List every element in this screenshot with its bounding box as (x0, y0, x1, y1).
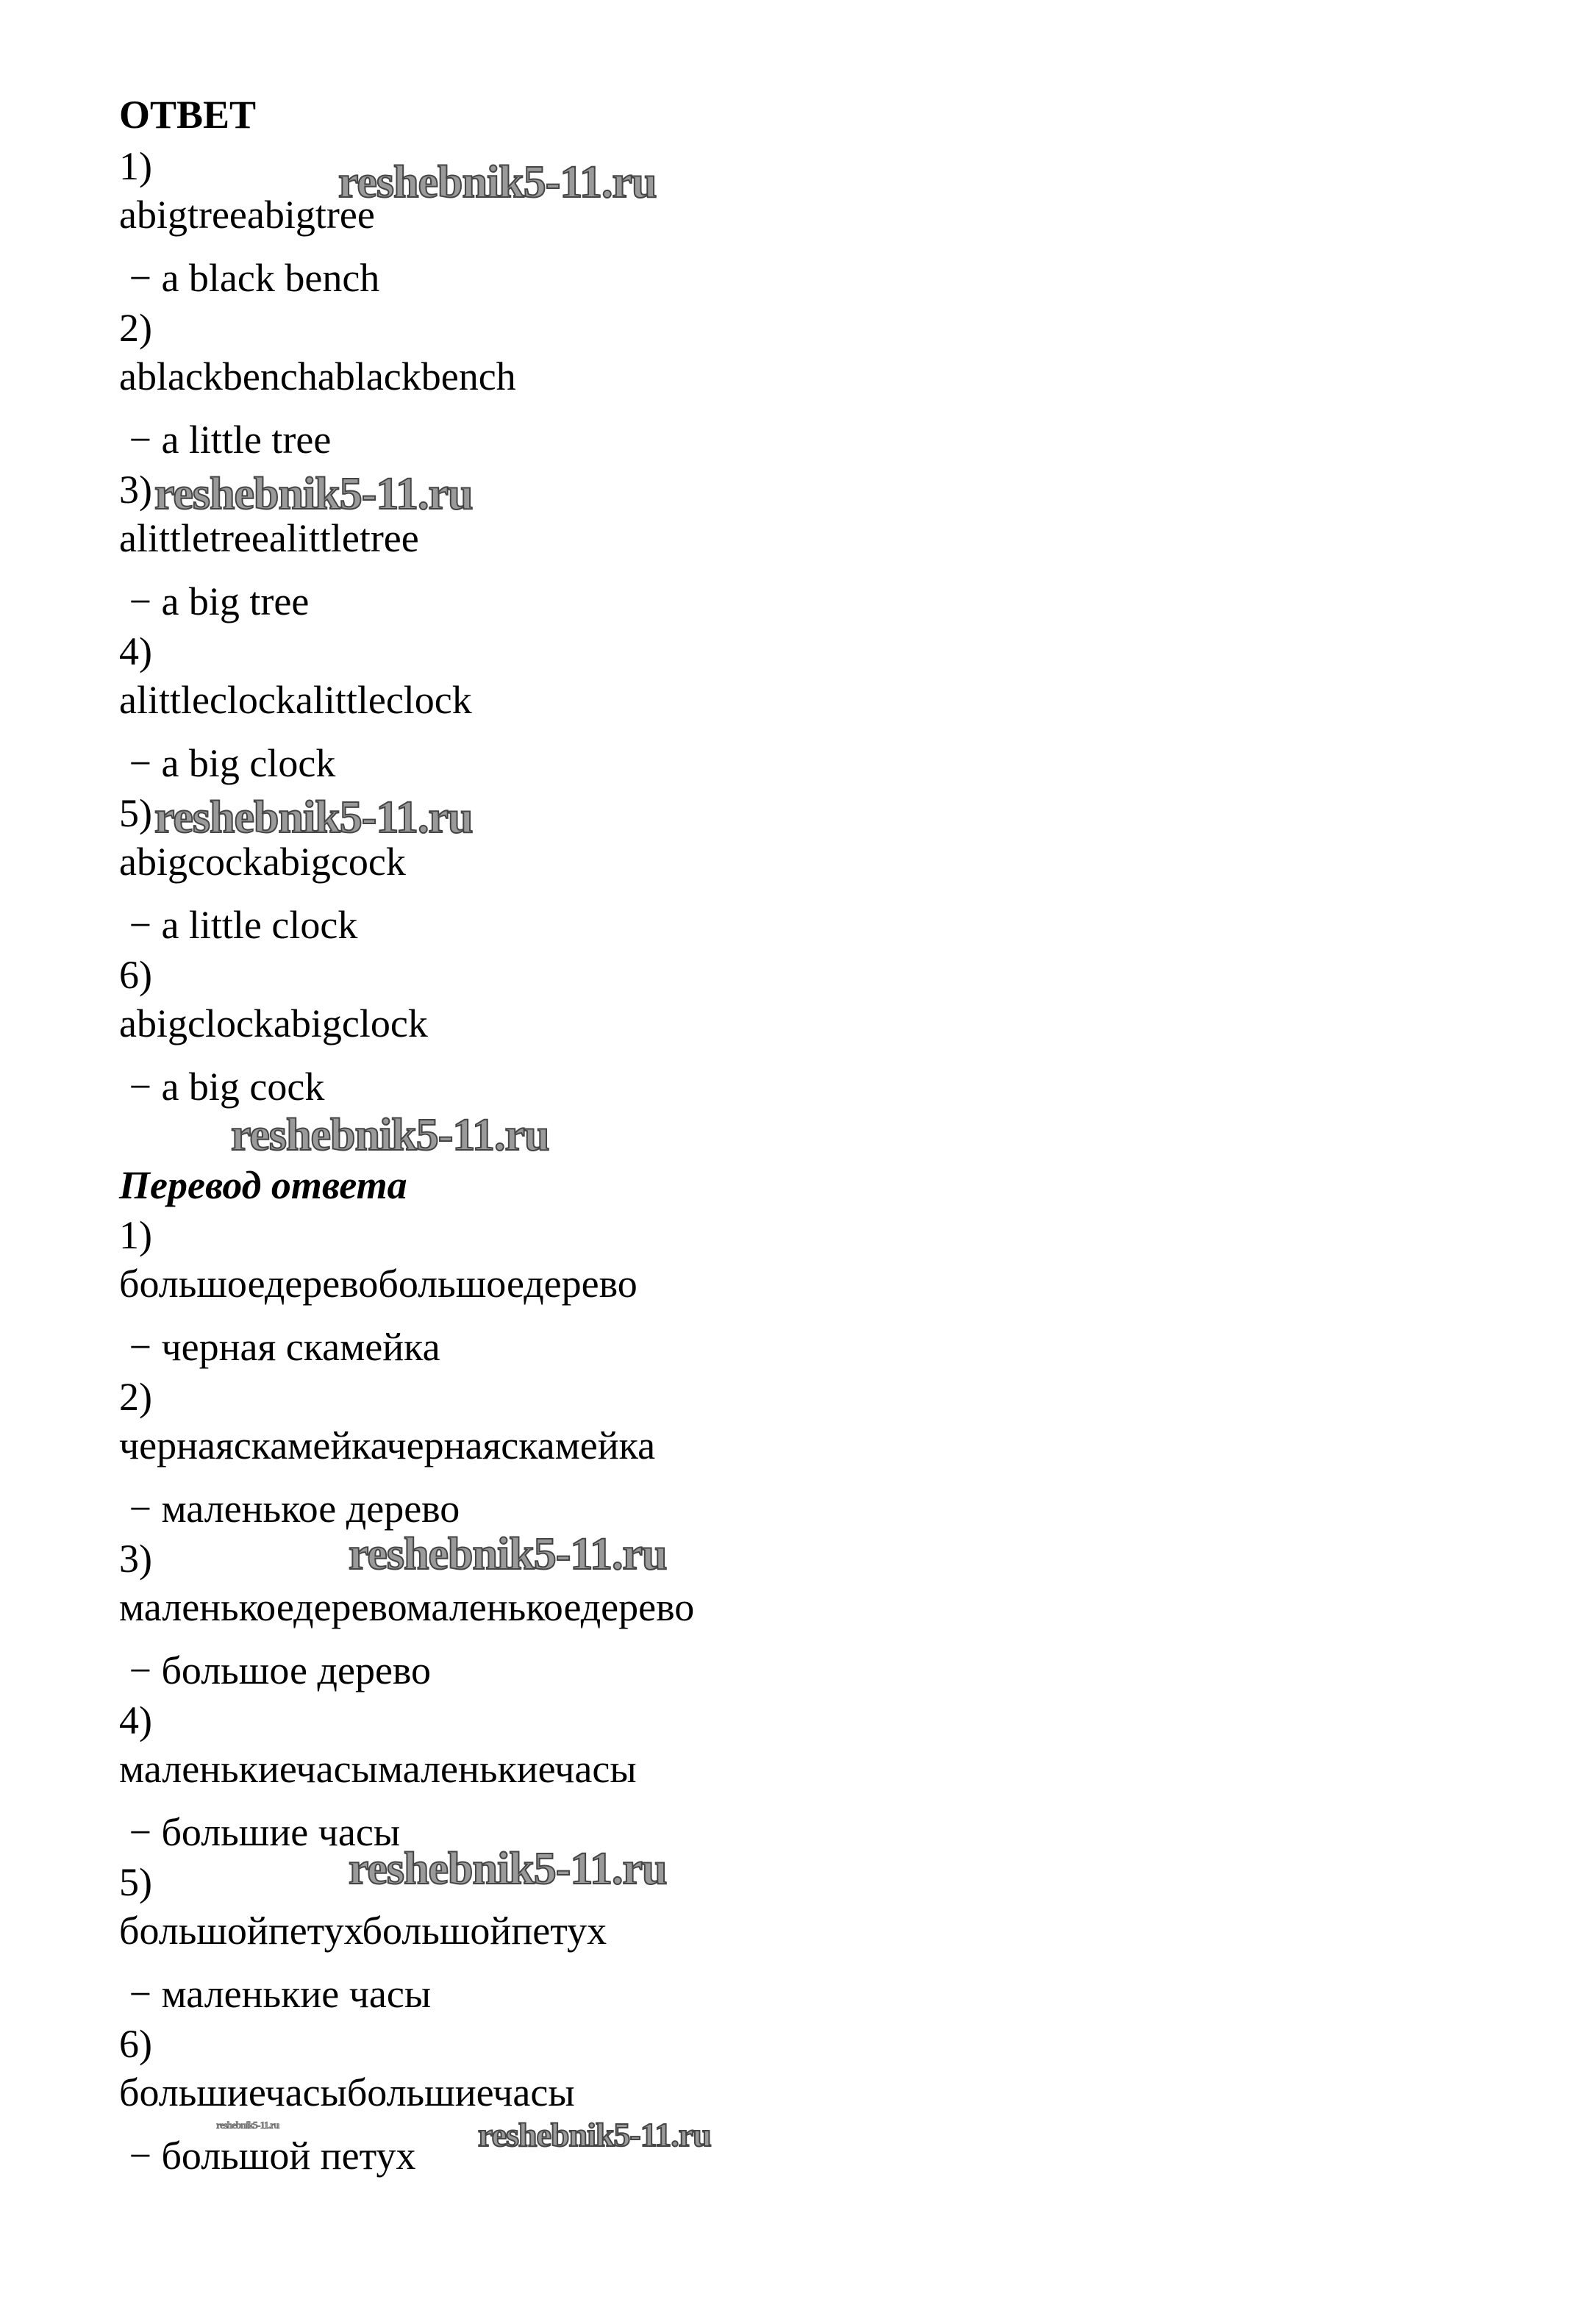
item-translation: − маленькие часы (119, 1972, 432, 2016)
item-translation: − большое дерево (119, 1648, 432, 1692)
item-translation: − маленькое дерево (119, 1487, 460, 1531)
item-word: abigclockabigclock (119, 1001, 428, 1045)
item-number: 5) (119, 1860, 152, 1904)
item-number: 3) (119, 468, 152, 512)
item-translation: − большие часы (119, 1810, 401, 1854)
watermark: reshebnik5-11.ru (349, 1844, 667, 1894)
item-number: 4) (119, 1698, 152, 1742)
watermark: reshebnik5-11.ru (231, 1110, 549, 1160)
item-translation: − a black bench (119, 256, 380, 300)
translation-heading: Перевод ответа (119, 1163, 407, 1207)
item-word: маленькиечасымаленькиечасы (119, 1747, 637, 1791)
watermark: reshebnik5-11.ru (154, 793, 473, 843)
item-number: 1) (119, 144, 152, 188)
item-translation: − a big clock (119, 741, 336, 785)
watermark: reshebnik5-11.ru (338, 157, 657, 207)
item-word: alittletreealittletree (119, 516, 419, 560)
item-word: abigtreeabigtree (119, 193, 375, 237)
answer-heading: ОТВЕТ (119, 93, 257, 137)
item-translation: − a little clock (119, 903, 358, 947)
item-translation: − черная скамейка (119, 1325, 440, 1369)
item-word: ablackbenchablackbench (119, 354, 516, 398)
item-word: большиечасыбольшиечасы (119, 2070, 575, 2114)
item-number: 3) (119, 1537, 152, 1581)
item-word: чернаяскамейкачернаяскамейка (119, 1423, 656, 1467)
watermark: reshebnik5-11.ru (349, 1529, 667, 1579)
item-word: маленькоедеревомаленькоедерево (119, 1585, 695, 1629)
item-word: alittleclockalittleclock (119, 678, 472, 722)
item-word: большоедеревобольшоедерево (119, 1262, 638, 1306)
item-word: abigcockabigcock (119, 840, 406, 884)
item-word: большойпетухбольшойпетух (119, 1909, 607, 1953)
item-number: 6) (119, 953, 152, 997)
item-number: 5) (119, 791, 152, 835)
watermark-small: reshebnik5-11.ru (216, 2120, 279, 2131)
item-number: 1) (119, 1213, 152, 1257)
item-translation: − a little tree (119, 418, 332, 462)
item-translation: − a big cock (119, 1065, 325, 1109)
item-translation: − большой петух (119, 2134, 416, 2178)
item-number: 6) (119, 2022, 152, 2066)
item-number: 2) (119, 306, 152, 350)
watermark: reshebnik5-11.ru (478, 2116, 711, 2153)
item-number: 2) (119, 1375, 152, 1419)
item-number: 4) (119, 629, 152, 673)
item-translation: − a big tree (119, 579, 310, 623)
watermark: reshebnik5-11.ru (154, 469, 473, 519)
